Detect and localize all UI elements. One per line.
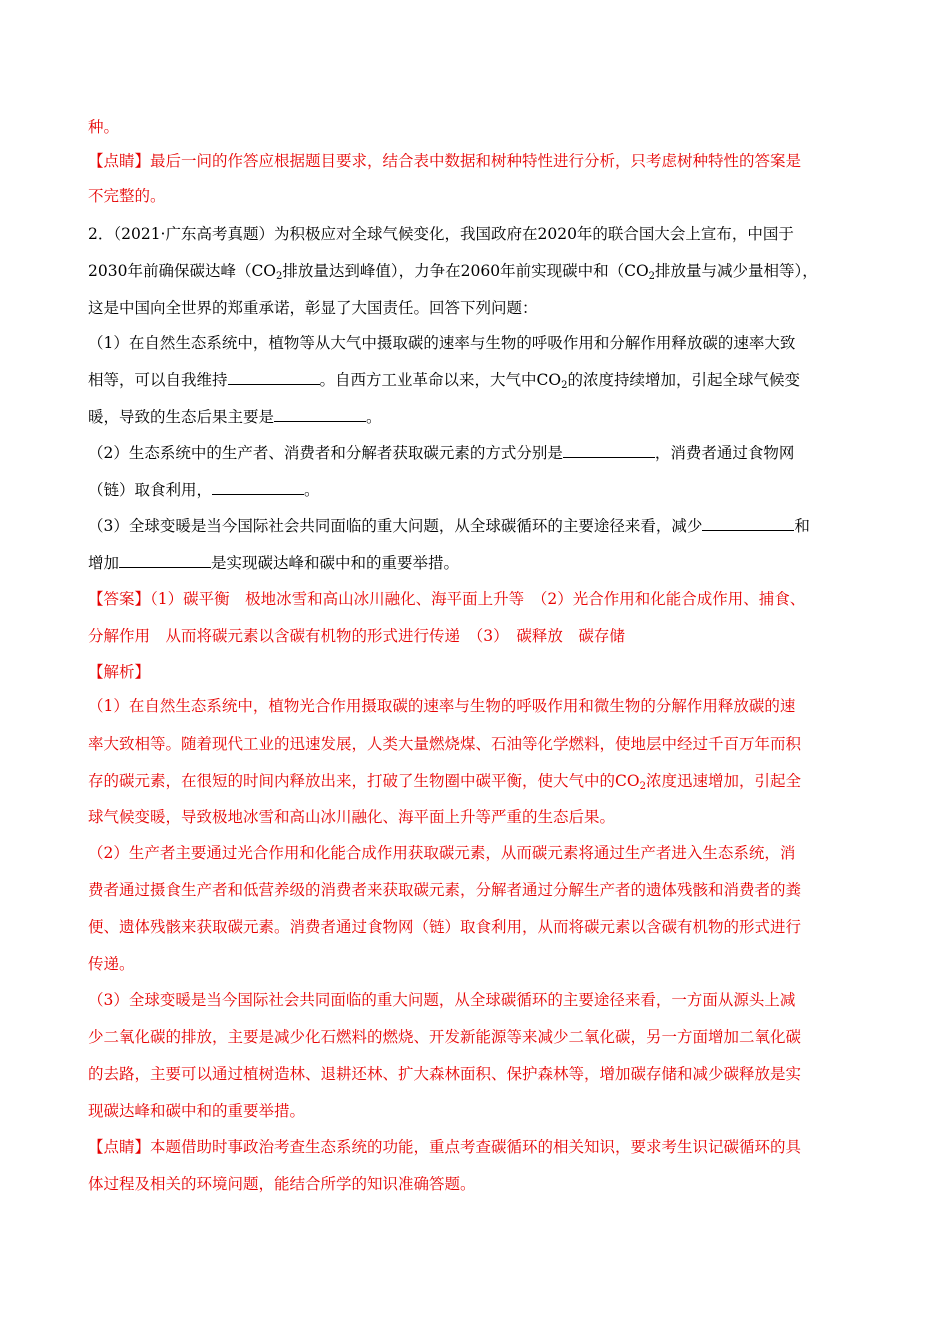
- analysis-heading: [88, 661, 150, 683]
- analysis-text: 现碳达峰和碳中和的重要举措。: [88, 1102, 306, 1120]
- analysis-p3-line-3: [88, 1063, 801, 1085]
- dianjing-line-2: [88, 1173, 476, 1195]
- part1-line-2: [88, 369, 800, 391]
- question-text-2b: 排放量达到峰值），力争在2060年前实现碳中和（CO: [282, 262, 649, 280]
- analysis-p2-line-1: [88, 842, 795, 864]
- part2-text-1b: ，消费者通过食物网: [654, 444, 795, 462]
- part2-text-1a: （2）生态系统中的生产者、消费者和分解者获取碳元素的方式分别是: [88, 444, 563, 462]
- analysis-text: 的去路，主要可以通过植树造林、退耕还林、扩大森林面积、保护森林等，增加碳存储和减少碳释放是实: [88, 1065, 802, 1083]
- analysis-text: 少二氧化碳的排放，主要是减少化石燃料的燃烧、开发新能源等来减少二氧化碳，另一方面增加二氧化碳: [88, 1028, 802, 1046]
- analysis-text: 浓度迅速增加，引起全: [645, 772, 801, 790]
- answer-blank-4[interactable]: [212, 480, 304, 495]
- analysis-text: （1）在自然生态系统中，植物光合作用摄取碳的速率与生物的呼吸作用和微生物的分解作用释放碳的速: [88, 697, 796, 715]
- question-text-1: 2．（2021·广东高考真题）为积极应对全球气候变化，我国政府在2020年的联合国大会上宣布，中国于: [88, 225, 794, 243]
- answer-text-1: （1）碳平衡 极地冰雪和高山冰川融化、海平面上升等 （2）光合作用和化能合成作用、捕食、: [150, 590, 806, 608]
- part2-text-2b: 。: [304, 481, 320, 499]
- answer-label: 【答案】: [88, 590, 151, 608]
- question-line-2: [88, 260, 818, 282]
- analysis-p1-line-4: [88, 806, 615, 828]
- prev-dianjing-label: 【点睛】: [88, 152, 151, 170]
- analysis-p1-line-2: [88, 733, 801, 755]
- part2-text-2a: （链）取食利用，: [88, 481, 213, 499]
- prev-dianjing-text-1: 最后一问的作答应根据题目要求，结合表中数据和树种特性进行分析，只考虑树种特性的答案是: [150, 152, 802, 170]
- answer-text-2: 分解作用 从而将碳元素以含碳有机物的形式进行传递 （3） 碳释放 碳存储: [88, 627, 625, 645]
- question-text-3: 这是中国向全世界的郑重承诺，彰显了大国责任。回答下列问题：: [88, 299, 538, 317]
- answer-line-2: [88, 625, 625, 647]
- answer-blank-6[interactable]: [119, 553, 211, 568]
- analysis-p2-line-2: [88, 879, 801, 901]
- analysis-text: 球气候变暖，导致极地冰雪和高山冰川融化、海平面上升等严重的生态后果。: [88, 808, 616, 826]
- part2-line-2: [88, 479, 320, 501]
- answer-blank-3[interactable]: [563, 443, 655, 458]
- part3-line-2: [88, 552, 459, 574]
- analysis-text: 率大致相等。随着现代工业的迅速发展，人类大量燃烧煤、石油等化学燃料，使地层中经过千百万年而积: [88, 735, 802, 753]
- analysis-p2-line-4: [88, 953, 135, 975]
- analysis-p3-line-2: [88, 1026, 801, 1048]
- analysis-p2-line-3: [88, 916, 801, 938]
- dianjing-line-1: [88, 1136, 801, 1158]
- part1-text-3a: 暖，导致的生态后果主要是: [88, 408, 275, 426]
- co2-subscript: 2: [276, 271, 283, 282]
- dianjing-text-2: 体过程及相关的环境问题，能结合所学的知识准确答题。: [88, 1175, 476, 1193]
- analysis-p3-line-4: [88, 1100, 305, 1122]
- co2-subscript: 2: [639, 781, 646, 792]
- analysis-text: 费者通过摄食生产者和低营养级的消费者来获取碳元素，分解者通过分解生产者的遗体残骸和消费者的粪: [88, 881, 802, 899]
- part3-text-2a: 增加: [88, 554, 120, 572]
- part1-text-1: （1）在自然生态系统中，植物等从大气中摄取碳的速率与生物的呼吸作用和分解作用释放碳的速率大致: [88, 334, 796, 352]
- analysis-p1-line-1: [88, 695, 795, 717]
- co2-subscript: 2: [561, 380, 568, 391]
- analysis-label: 【解析】: [88, 663, 151, 681]
- dianjing-text-1: 本题借助时事政治考查生态系统的功能，重点考查碳循环的相关知识，要求考生识记碳循环的具: [150, 1138, 802, 1156]
- co2-subscript: 2: [648, 271, 656, 282]
- analysis-text: 传递。: [88, 955, 135, 973]
- answer-line-1: [88, 588, 805, 610]
- question-text-2c: 排放量与减少量相等），: [655, 262, 818, 280]
- prev-dianjing-text-2: 不完整的。: [88, 187, 166, 205]
- part1-line-3: [88, 406, 382, 428]
- part1-text-2b: 。自西方工业革命以来，大气中CO: [319, 371, 562, 389]
- part1-text-2c: 的浓度持续增加，引起全球气候变: [567, 371, 800, 389]
- part3-text-1a: （3）全球变暖是当今国际社会共同面临的重大问题，从全球碳循环的主要途径来看，减少: [88, 517, 703, 535]
- prev-dianjing-line-1: [88, 150, 801, 172]
- question-text-2a: 2030年前确保碳达峰（CO: [88, 262, 277, 280]
- part2-line-1: [88, 442, 794, 464]
- answer-blank-2[interactable]: [274, 407, 366, 422]
- analysis-p1-line-3: [88, 770, 801, 792]
- answer-blank-5[interactable]: [702, 516, 794, 531]
- analysis-text: （2）生产者主要通过光合作用和化能合成作用获取碳元素，从而碳元素将通过生产者进入生态系统，消: [88, 844, 796, 862]
- part3-text-1b: 和: [794, 517, 810, 535]
- part3-text-2b: 是实现碳达峰和碳中和的重要举措。: [211, 554, 460, 572]
- prev-dianjing-line-2: [88, 185, 166, 207]
- part1-text-2a: 相等，可以自我维持: [88, 371, 228, 389]
- part1-line-1: [88, 332, 795, 354]
- dianjing-label: 【点睛】: [88, 1138, 151, 1156]
- analysis-p3-line-1: [88, 989, 795, 1011]
- prev-tail-text: 种。: [88, 118, 120, 136]
- analysis-text: 存的碳元素，在很短的时间内释放出来，打破了生物圈中碳平衡，使大气中的CO: [88, 772, 640, 790]
- analysis-text: （3）全球变暖是当今国际社会共同面临的重大问题，从全球碳循环的主要途径来看，一方面从源头上减: [88, 991, 796, 1009]
- prev-answer-tail: [88, 116, 119, 138]
- answer-blank-1[interactable]: [228, 370, 320, 385]
- part1-text-3b: 。: [366, 408, 382, 426]
- part3-line-1: [88, 515, 810, 537]
- question-line-1: [88, 223, 794, 245]
- analysis-text: 便、遗体残骸来获取碳元素。消费者通过食物网（链）取食利用，从而将碳元素以含碳有机物的形式进行: [88, 918, 802, 936]
- question-line-3: [88, 297, 538, 319]
